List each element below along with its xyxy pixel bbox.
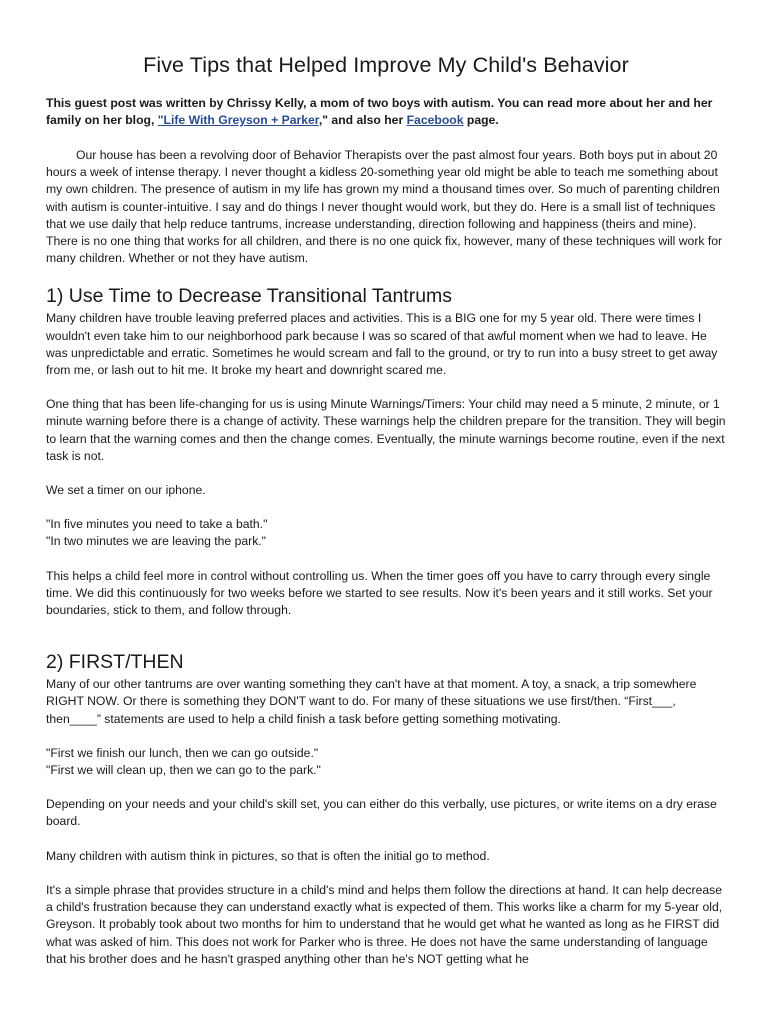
section-1-quote-1: "In five minutes you need to take a bath." [46, 517, 268, 532]
intro-text: This guest post was written by Chrissy Kelly, a mom of two boys with autism. You can read more about her and her family on her blog, [46, 96, 713, 127]
section-2-paragraph-1: Many of our other tantrums are over wanting something they can't have at that moment. A toy, a snack, a trip somewhere RIGHT NOW. Or there is something they DON'T want to do. For many of these situations we use first/then. “First___, then____” statements are used to help a child finish a task before getting something motivating. [46, 677, 697, 726]
intro-text-2: ," and also her [318, 113, 407, 127]
section-2-paragraph-4: It's a simple phrase that provides structure in a child's mind and helps them follow the directions at hand. It can help decrease a child's frustration because they can understand exactly what is expected of them. This works like a charm for my 5-year old, Greyson. It probably took about two months for him to understand that he would get what he wanted as long as he FIRST did what was asked of him. This does not work for Parker who is three. He does not have the same understanding of language that his brother does and he hasn't grasped anything other than he's NOT getting what he [46, 882, 723, 966]
section-1-paragraph-3: We set a timer on our iphone. [46, 483, 206, 498]
section-1-heading: 1) Use Time to Decrease Transitional Tantrums [46, 285, 453, 308]
document-page [46, 52, 726, 985]
section-2-heading: 2) FIRST/THEN [46, 651, 184, 674]
document-title: Five Tips that Helped Improve My Child's Behavior [143, 53, 629, 77]
blog-link[interactable]: "Life With Greyson + Parker [157, 113, 319, 127]
intro-text-3: page. [463, 113, 499, 127]
guest-post-intro [46, 95, 726, 129]
section-1-paragraph-4: This helps a child feel more in control without controlling us. When the timer goes off you have to carry through every single time. We did this continuously for two weeks before we started to see results. Now it's been years and it still works. Set your boundaries, stick to them, and follow through. [46, 568, 713, 618]
facebook-link[interactable]: Facebook [406, 113, 464, 127]
section-1-paragraph-2: One thing that has been life-changing for us is using Minute Warnings/Timers: Your child may need a 5 minute, 2 minute, or 1 minute warning before there is a change of activity. These warnings help the children prepare for the transition. They will begin to learn that the warning comes and then the change comes. Eventually, the minute warnings become routine, even if the next task is not. [46, 397, 726, 463]
section-2-paragraph-3: Many children with autism think in pictures, so that is often the initial go to method. [46, 848, 490, 863]
section-1-quote-2: "In two minutes we are leaving the park." [46, 534, 267, 549]
section-2-quote-2: "First we will clean up, then we can go to the park." [46, 763, 321, 778]
section-2-paragraph-2: Depending on your needs and your child's skill set, you can either do this verbally, use pictures, or write items on a dry erase board. [46, 797, 717, 829]
section-2-quote-1: "First we finish our lunch, then we can go outside." [46, 745, 319, 760]
section-1-paragraph-1: Many children have trouble leaving preferred places and activities. This is a BIG one for my 5 year old. There were times I wouldn't even take him to our neighborhood park because I was so scared of that awful moment when we had to leave. He was unpredictable and erratic. Sometimes he would scream and fall to the ground, or try to run into a busy street to get away from me, or lash out to hit me. It broke my heart and downright scared me. [46, 311, 718, 378]
opening-paragraph: Our house has been a revolving door of Behavior Therapists over the past almost four years. Both boys put in about 20 hours a week of intense therapy. I never thought a kidless 20-something year old might be able to teach me something about my own children. The presence of autism in my life has grown my mind a thousand times over. So much of parenting children with autism is counter-intuitive. I say and do things I never thought would work, but they do. Here is a small list of techniques that we use daily that help reduce tantrums, increase understanding, direction following and happiness (theirs and mine). There is no one thing that works for all children, and there is no one quick fix, however, many of these techniques will work for many children. Whether or not they have autism. [46, 148, 723, 266]
